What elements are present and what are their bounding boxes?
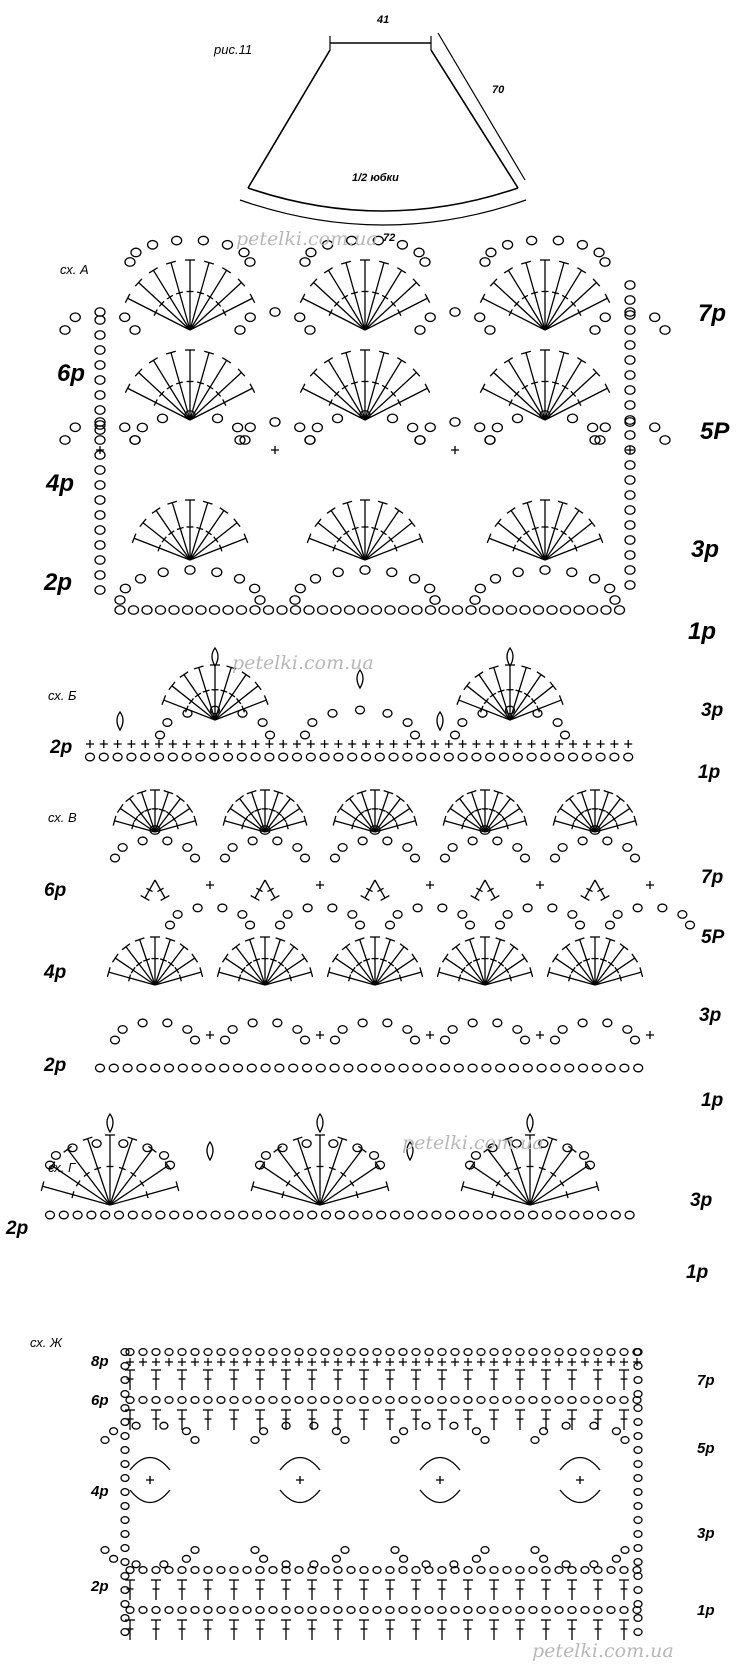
scheme-b-row-1: 1р — [698, 762, 721, 783]
scheme-v-row-1: 1р — [701, 1090, 724, 1111]
scheme-a-row-1: 1р — [688, 618, 717, 645]
scheme-v-title: сх. В — [48, 810, 77, 825]
skirt-half-outline — [240, 33, 526, 225]
scheme-b-title: сх. Б — [48, 688, 77, 703]
scheme-zh-row-4: 4р — [91, 1483, 109, 1500]
scheme-a-title: сх. А — [60, 262, 89, 277]
scheme-a-row-3: 3р — [691, 536, 720, 563]
dim-side: 70 — [492, 84, 505, 96]
scheme-a-row-7: 7р — [698, 300, 727, 327]
scheme-zh-row-2: 2р — [91, 1578, 109, 1595]
scheme-g-row-3: 3р — [690, 1190, 713, 1211]
scheme-zh-row-5: 5р — [697, 1440, 715, 1457]
scheme-b-row-3: 3р — [701, 700, 724, 721]
scheme-a-row-4: 4р — [46, 470, 75, 497]
scheme-v-row-4: 4р — [44, 962, 67, 983]
scheme-zh-row-7: 7р — [697, 1372, 715, 1389]
scheme-v-row-3: 3р — [699, 1005, 722, 1026]
scheme-v-row-6: 6р — [44, 880, 67, 901]
dim-bottom: 72 — [383, 232, 396, 244]
scheme-v-row-5: 5Р — [701, 927, 725, 948]
crochet-symbols — [41, 236, 694, 1640]
scheme-b-row-2: 2р — [50, 737, 73, 758]
watermark: petelki.com.ua — [532, 1640, 674, 1662]
scheme-v-row-7: 7р — [701, 867, 724, 888]
scheme-a-row-5: 5Р — [700, 418, 730, 445]
dim-top: 41 — [377, 14, 390, 26]
scheme-g-row-1: 1р — [686, 1262, 709, 1283]
figure-label: рис.11 — [214, 42, 253, 57]
scheme-zh-title: сх. Ж — [30, 1335, 62, 1350]
part-label: 1/2 юбки — [352, 172, 399, 184]
scheme-zh-row-8: 8р — [91, 1353, 109, 1370]
scheme-zh-row-1: 1р — [697, 1602, 715, 1619]
scheme-a-row-2: 2р — [44, 569, 73, 596]
scheme-g-title: сх. Г — [48, 1160, 76, 1175]
scheme-a-row-6: 6р — [57, 360, 86, 387]
watermark: petelki.com.ua — [236, 228, 378, 250]
scheme-zh-row-6: 6р — [91, 1392, 109, 1409]
watermark: petelki.com.ua — [402, 1132, 544, 1154]
scheme-v-row-2: 2р — [44, 1055, 67, 1076]
watermark: petelki.com.ua — [232, 652, 374, 674]
scheme-g-row-2: 2р — [6, 1218, 29, 1239]
scheme-zh-row-3: 3р — [697, 1525, 715, 1542]
